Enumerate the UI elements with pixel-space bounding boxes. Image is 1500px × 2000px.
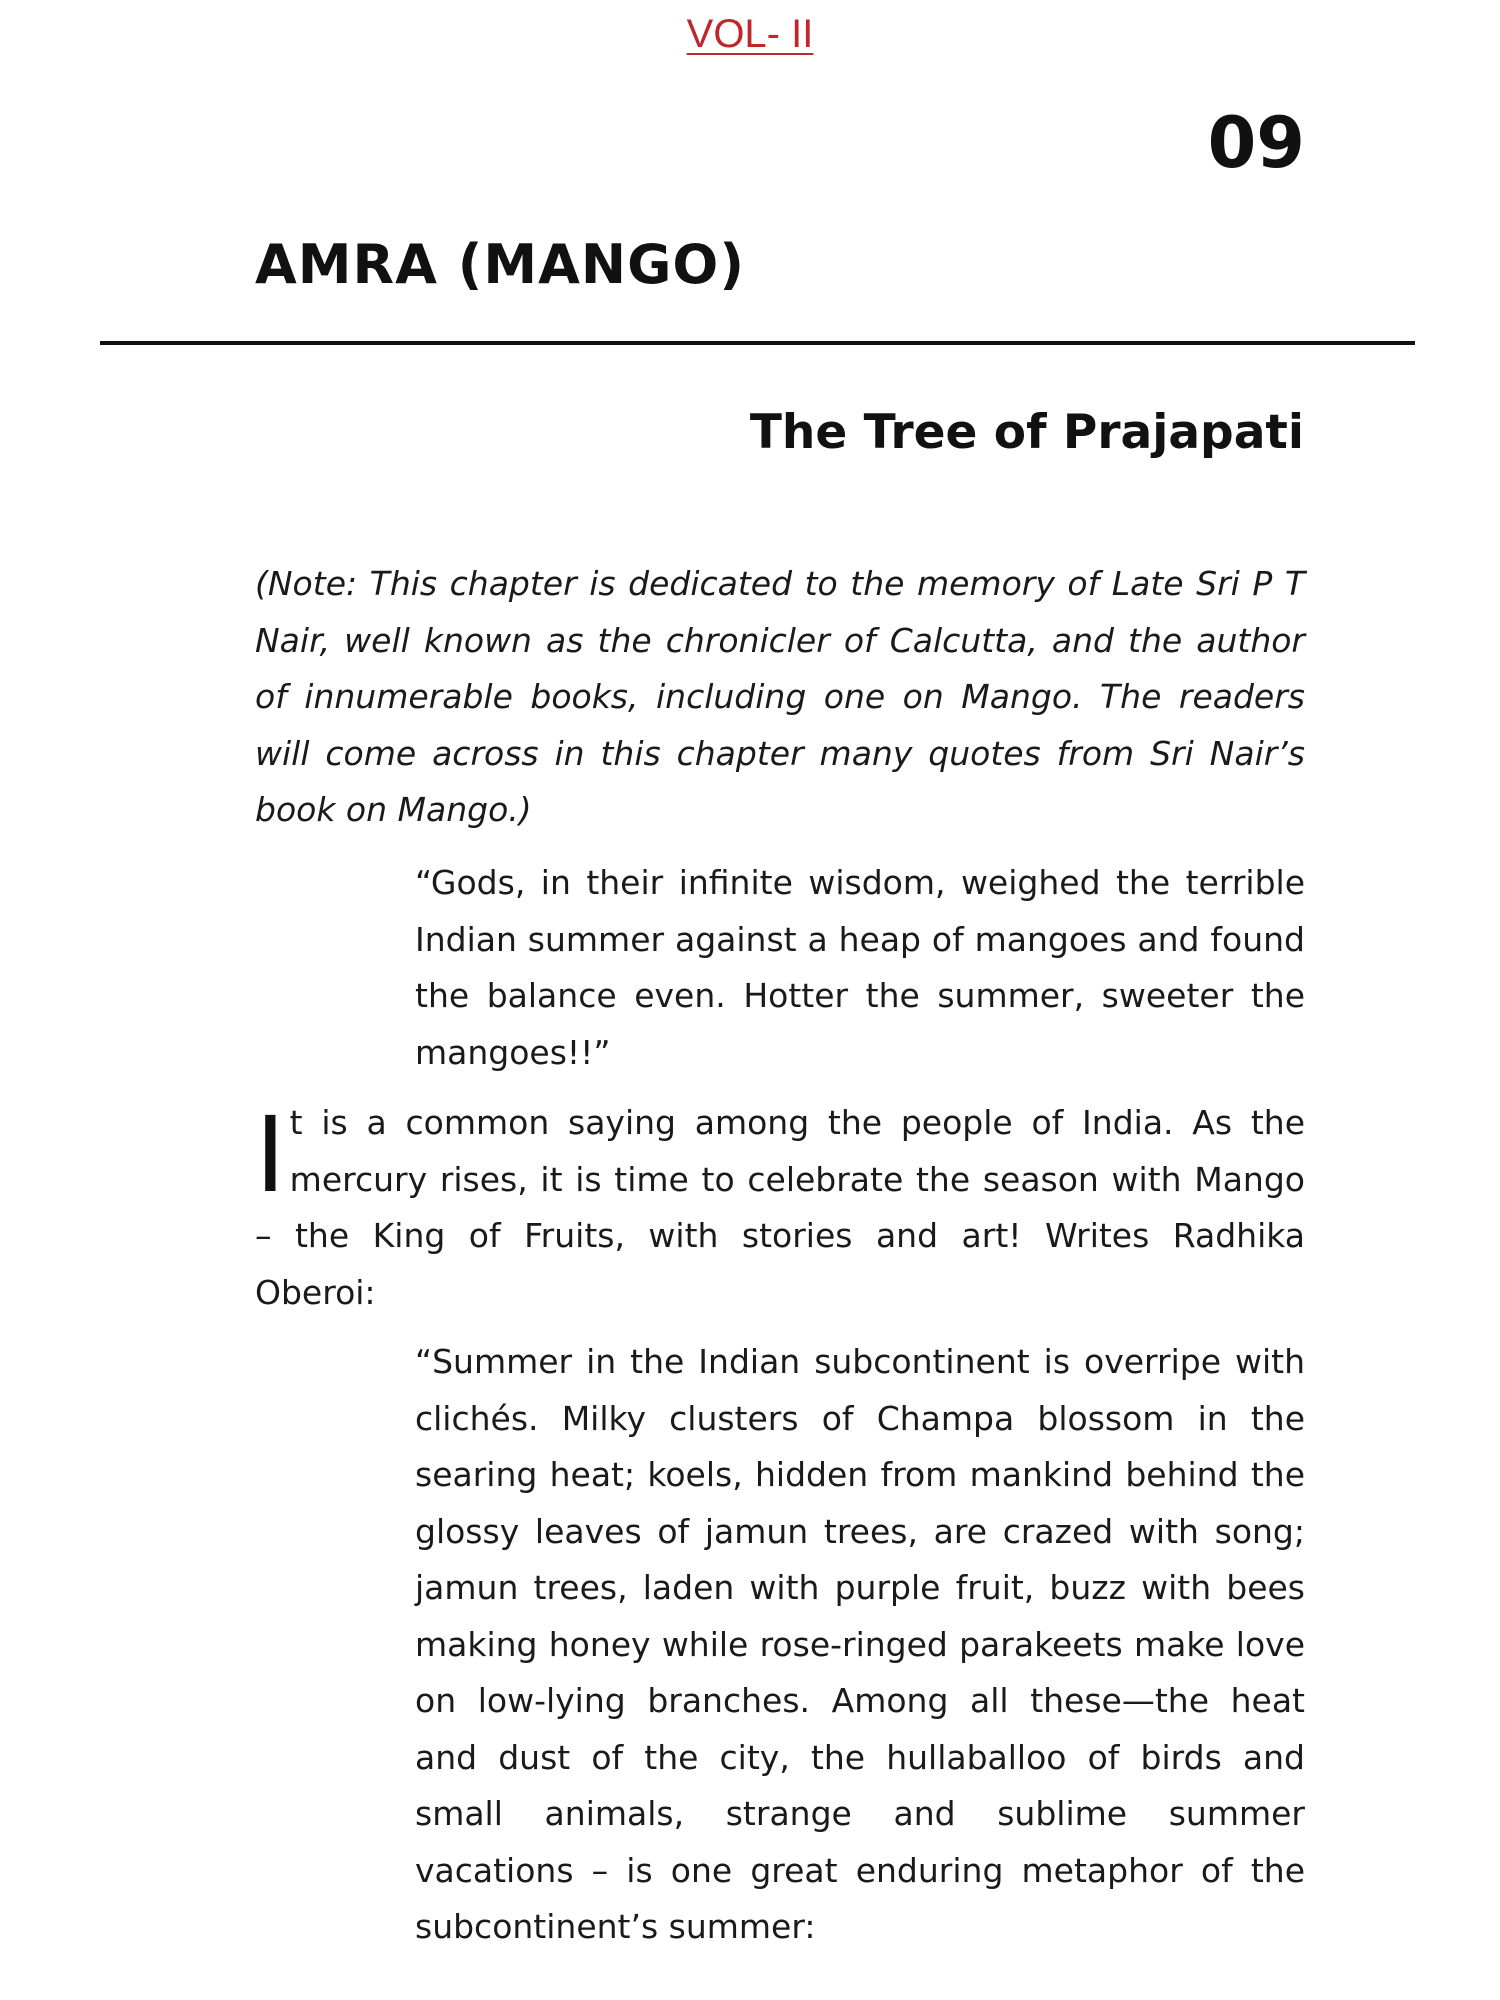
- body-paragraph-text: t is a common saying among the people of India. As the mercury rises, it is time to celebrate the season with Mango – the King of Fruits, with stories and art! Writes Radhika Oberoi:: [255, 1103, 1305, 1312]
- volume-label-text: VOL- II: [686, 12, 814, 56]
- title-divider: [100, 341, 1415, 345]
- chapter-subtitle: The Tree of Prajapati: [749, 405, 1304, 460]
- opening-quote: “Gods, in their infinite wisdom, weighed the terrible Indian summer against a heap of mangoes and found the balance even. Hotter the summer, sweeter the mangoes!!”: [415, 863, 1305, 1072]
- drop-cap: I: [255, 1094, 286, 1216]
- oberoi-quote: “Summer in the Indian subcontinent is overripe with clichés. Milky clusters of Champa blossom in the searing heat; koels, hidden from mankind behind the glossy leaves of jamun trees, are crazed with song; jamun trees, laden with purple fruit, buzz with bees making honey while rose-ringed parakeets make love on low-lying branches. Among all these—the heat and dust of the city, the hullaballoo of birds and small animals, strange and sublime summer vacations – is one great enduring metaphor of the subcontinent’s summer:: [415, 1342, 1305, 1946]
- chapter-number: 09: [1207, 102, 1305, 184]
- dedication-note: (Note: This chapter is dedicated to the memory of Late Sri P T Nair, well known as the chronicler of Calcutta, and the author of innumerable books, including one on Mango. The readers will come across in this chapter many quotes from Sri Nair’s book on Mango.): [255, 564, 1305, 829]
- body-paragraph: [255, 1095, 1305, 1321]
- chapter-title: AMRA (MANGO): [255, 233, 746, 296]
- volume-label: [0, 12, 1500, 57]
